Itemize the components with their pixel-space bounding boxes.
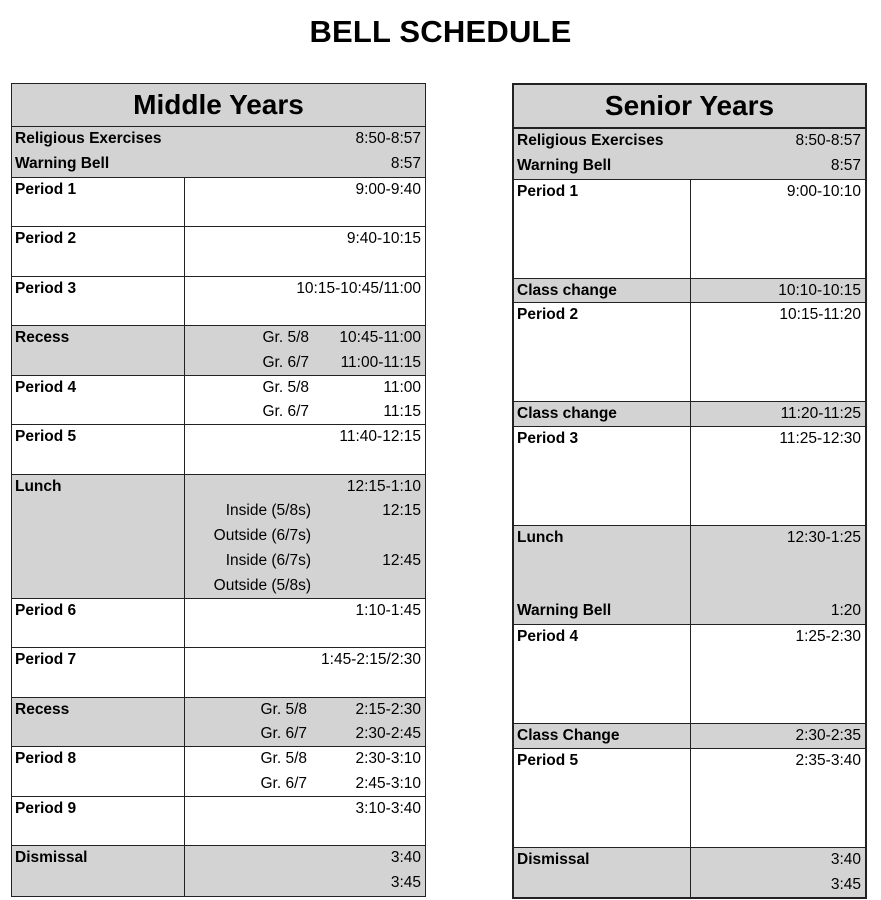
- middle-period3-row: [12, 277, 425, 327]
- row-time: 11:20-11:25: [780, 405, 861, 423]
- middle-years-table: [11, 83, 426, 897]
- row-label: Religious Exercises: [517, 132, 664, 149]
- lunch-group-label: Inside (5/8s): [225, 502, 311, 520]
- row-time: 8:57: [830, 156, 861, 174]
- row-label: Period 7: [15, 651, 77, 668]
- row-time: 11:40-12:15: [339, 428, 421, 445]
- row-time: 1:25-2:30: [795, 628, 861, 645]
- grade-label: Gr. 5/8: [260, 750, 307, 767]
- row-label: Period 6: [15, 601, 77, 619]
- senior-warning-row: [514, 154, 865, 180]
- page-title: BELL SCHEDULE: [309, 14, 572, 49]
- row-label: Lunch: [15, 477, 62, 495]
- senior-years-heading: Senior Years: [514, 85, 865, 129]
- middle-recess1-row: [12, 326, 425, 376]
- grade-label: Gr. 5/8: [262, 329, 309, 346]
- grade-label: Gr. 6/7: [262, 353, 309, 371]
- senior-period2-row: [514, 303, 865, 402]
- row-label: Period 3: [15, 279, 77, 297]
- row-time: 12:15: [382, 502, 421, 520]
- row-label: Dismissal: [15, 849, 88, 866]
- row-time: [325, 574, 425, 599]
- grade-label: Gr. 6/7: [260, 725, 307, 743]
- middle-period4-row: [12, 376, 425, 426]
- row-time: 10:10-10:15: [778, 281, 861, 299]
- middle-years-heading: Middle Years: [12, 84, 425, 127]
- row-time: 8:57: [390, 154, 421, 172]
- row-label: Class Change: [517, 727, 620, 744]
- row-time: 3:45: [390, 873, 421, 891]
- row-label: Dismissal: [517, 850, 590, 868]
- senior-classchange2-row: [514, 402, 865, 427]
- grade-label: Gr. 5/8: [262, 378, 309, 396]
- grade-label: Gr. 6/7: [262, 403, 309, 421]
- row-time: 3:40: [390, 849, 421, 866]
- middle-religious-row: [12, 127, 425, 152]
- senior-classchange1-row: [514, 279, 865, 304]
- senior-period5-row: [514, 749, 865, 848]
- senior-years-table: [512, 83, 867, 899]
- row-label: Recess: [15, 700, 70, 718]
- row-label: Period 1: [517, 182, 579, 200]
- middle-period2-row: [12, 227, 425, 277]
- row-time: 3:45: [830, 875, 861, 893]
- row-time: 10:15-10:45/11:00: [296, 279, 421, 297]
- row-time: 9:00-10:10: [786, 182, 861, 200]
- row-time: 2:15-2:30: [355, 700, 421, 718]
- warning-bell-label: Warning Bell: [517, 602, 612, 620]
- warning-bell-time: 1:20: [830, 602, 861, 620]
- row-time: 8:50-8:57: [795, 132, 861, 149]
- row-time: 2:45-3:10: [355, 774, 421, 792]
- row-label: Period 5: [517, 751, 579, 769]
- row-label: Period 9: [15, 799, 77, 817]
- row-time: 11:00: [383, 378, 421, 396]
- grade-label: Gr. 6/7: [260, 774, 307, 792]
- middle-lunch-row: [12, 475, 425, 599]
- lunch-group-label: Inside (6/7s): [225, 551, 311, 569]
- row-time: 12:45: [382, 551, 421, 569]
- middle-period5-row: [12, 425, 425, 475]
- row-time: 10:45-11:00: [339, 329, 421, 346]
- row-label: Period 4: [517, 628, 579, 645]
- row-time: 1:10-1:45: [355, 601, 421, 619]
- middle-period7-row: [12, 648, 425, 698]
- row-label: Religious Exercises: [15, 130, 162, 147]
- row-label: Period 3: [517, 430, 579, 447]
- senior-classchange3-row: [514, 724, 865, 749]
- row-time: 8:50-8:57: [355, 130, 421, 147]
- row-time: 10:15-11:20: [779, 306, 861, 324]
- row-time: 12:15-1:10: [346, 477, 421, 495]
- row-label: Recess: [15, 329, 70, 346]
- row-time: 11:25-12:30: [779, 430, 861, 447]
- row-time: [325, 524, 425, 549]
- middle-period9-row: [12, 797, 425, 847]
- row-label: Warning Bell: [517, 156, 612, 174]
- row-time: 2:30-2:35: [795, 727, 861, 744]
- row-label: Class change: [517, 405, 617, 423]
- row-label: Class change: [517, 281, 617, 299]
- senior-religious-row: [514, 129, 865, 154]
- row-time: 2:30-3:10: [355, 750, 421, 767]
- middle-dismissal-row: [12, 846, 425, 896]
- row-label: Period 2: [15, 230, 77, 247]
- row-time: 12:30-1:25: [786, 529, 861, 546]
- row-label: Lunch: [517, 529, 564, 546]
- grade-label: Gr. 5/8: [260, 700, 307, 718]
- senior-period3-row: [514, 427, 865, 526]
- row-time: 2:30-2:45: [355, 725, 421, 743]
- senior-lunch-row: [514, 526, 865, 625]
- row-time: 11:00-11:15: [340, 353, 421, 371]
- row-time: 11:15: [383, 403, 421, 421]
- middle-recess2-row: [12, 698, 425, 748]
- row-time: 9:40-10:15: [346, 230, 421, 247]
- row-label: Period 5: [15, 428, 77, 445]
- row-label: Warning Bell: [15, 154, 110, 172]
- row-label: Period 1: [15, 180, 77, 198]
- row-time: 1:45-2:15/2:30: [321, 651, 421, 668]
- middle-period1-row: [12, 178, 425, 228]
- row-label: Period 8: [15, 750, 77, 767]
- middle-warning-row: [12, 152, 425, 178]
- senior-period1-row: [514, 180, 865, 279]
- row-time: 9:00-9:40: [355, 180, 421, 198]
- row-label: Period 2: [517, 306, 579, 324]
- middle-period8-row: [12, 747, 425, 797]
- row-time: 3:40: [830, 850, 861, 868]
- row-time: 2:35-3:40: [795, 751, 861, 769]
- lunch-group-label: Outside (5/8s): [213, 576, 311, 594]
- lunch-group-label: Outside (6/7s): [213, 527, 311, 544]
- lunch-labels: [514, 526, 690, 624]
- senior-period4-row: [514, 625, 865, 724]
- row-label: Period 4: [15, 378, 77, 396]
- senior-dismissal-row: [514, 848, 865, 898]
- middle-period6-row: [12, 599, 425, 649]
- row-time: 3:10-3:40: [355, 799, 421, 817]
